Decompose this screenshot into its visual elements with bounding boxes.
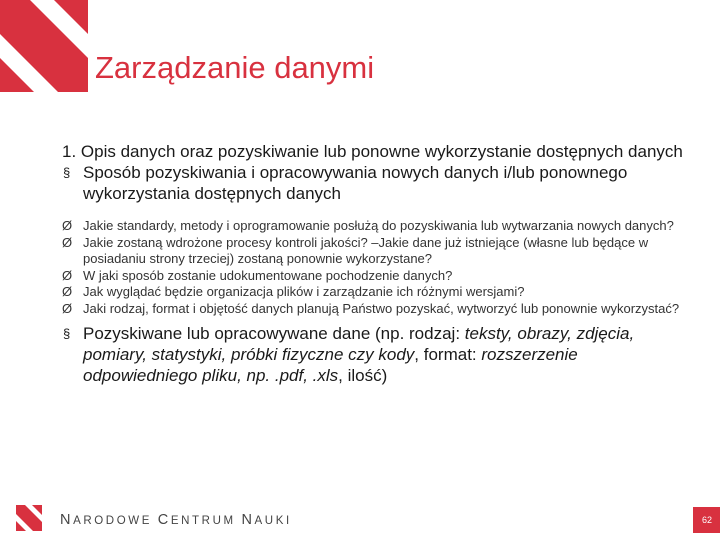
word-rest: AUKI xyxy=(254,515,292,527)
list-item xyxy=(62,235,687,268)
initial-letter: N xyxy=(241,512,255,528)
arrow-bullet-icon: Ø xyxy=(62,284,73,299)
square-bullet-icon: § xyxy=(63,165,71,180)
slide-content xyxy=(62,141,687,386)
bullet-text xyxy=(83,324,634,385)
text-part: Pozyskiwane lub opracowywane dane (np. rodzaj: xyxy=(83,324,465,343)
ncn-logo-icon xyxy=(16,505,46,531)
bullet-acquisition xyxy=(62,162,687,204)
text-part: , format: xyxy=(414,345,482,364)
list-item-text: Jaki rodzaj, format i objętość danych planują Państwo pozyskać, wytworzyć lub ponownie wykorzystać? xyxy=(83,300,680,316)
italic-text: teksty, obrazy, zdjęcia, pomiary, statystyki, próbki fizyczne czy kody xyxy=(83,324,635,364)
word-rest: ARODOWE xyxy=(73,515,152,527)
list-item xyxy=(62,284,687,301)
institution-name xyxy=(60,512,292,528)
list-item-text: W jaki sposób zostanie udokumentowane pochodzenie danych? xyxy=(83,267,453,283)
slide-title: Zarządzanie danymi xyxy=(95,50,375,85)
arrow-bullet-icon: Ø xyxy=(62,234,73,250)
ncn-logo-icon xyxy=(0,0,100,92)
page-number: 62 xyxy=(693,507,720,533)
list-item-text: Jakie zostaną wdrożone procesy kontroli jakości? –Jakie dane już istniejące (własne lub będące w posiadaniu strony trzeciej) zostaną ponownie wykorzystane? xyxy=(83,234,649,266)
initial-letter: C xyxy=(157,512,171,528)
bullet-data-types xyxy=(62,323,687,386)
list-item xyxy=(62,301,687,318)
word-rest: ENTRUM xyxy=(170,515,236,527)
list-item-text: Jakie standardy, metody i oprogramowanie posłużą do pozyskiwania lub wytwarzania nowych danych? xyxy=(83,218,674,233)
list-item-text: Jak wyglądać będzie organizacja plików i zarządzanie ich różnymi wersjami? xyxy=(83,284,525,299)
list-item xyxy=(62,268,687,285)
section-heading: 1. Opis danych oraz pozyskiwanie lub ponowne wykorzystanie dostępnych danych xyxy=(62,142,683,161)
list-item xyxy=(62,218,687,235)
square-bullet-icon: § xyxy=(63,326,71,341)
italic-text: rozszerzenie odpowiedniego pliku, np. .pdf, .xls xyxy=(83,345,578,385)
initial-letter: N xyxy=(60,512,74,528)
arrow-bullet-icon: Ø xyxy=(62,218,73,233)
question-list xyxy=(62,218,687,317)
text-part: , ilość) xyxy=(338,366,388,385)
arrow-bullet-icon: Ø xyxy=(62,300,73,316)
bullet-text: Sposób pozyskiwania i opracowywania nowych danych i/lub ponownego wykorzystania dostępnych danych xyxy=(83,163,628,203)
arrow-bullet-icon: Ø xyxy=(62,267,73,283)
